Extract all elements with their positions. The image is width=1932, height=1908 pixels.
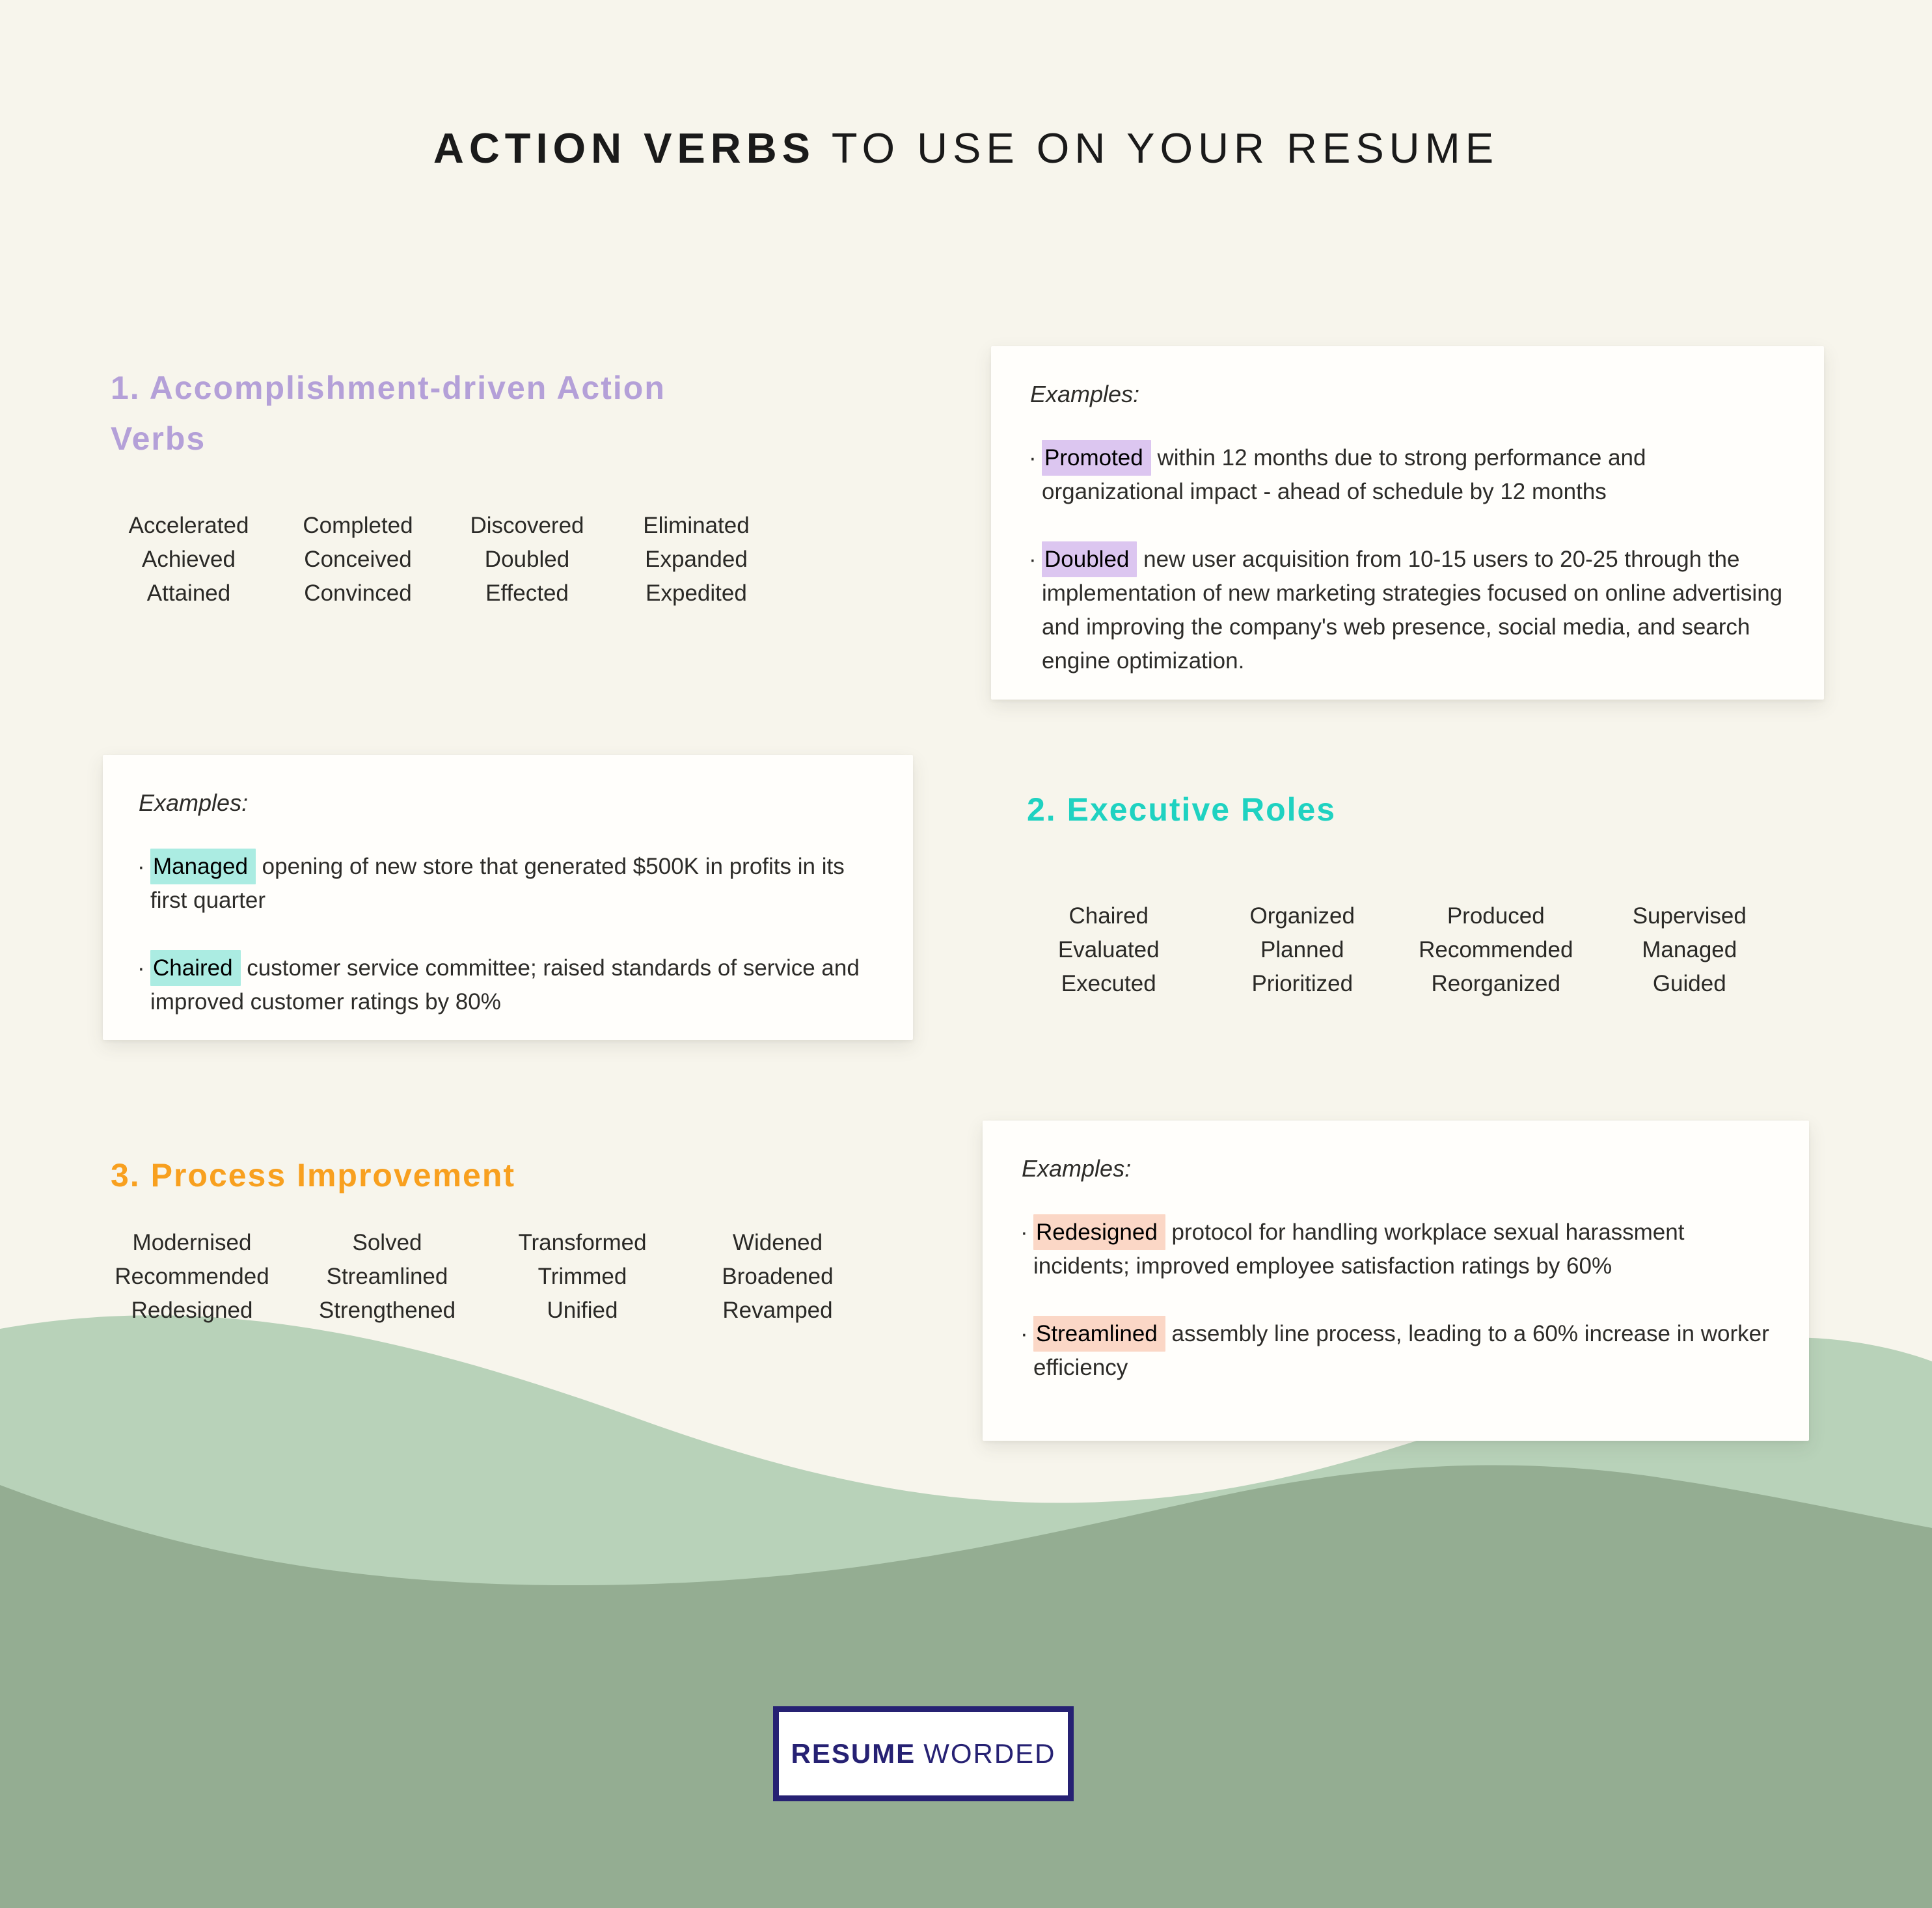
logo-text-worded: WORDED xyxy=(923,1738,1056,1769)
verb-grid-executive xyxy=(1012,899,1786,1001)
verb: Trimmed xyxy=(537,1264,627,1289)
verb: Expedited xyxy=(646,580,747,606)
examples-label: Examples: xyxy=(1030,381,1140,407)
verb: Organized xyxy=(1249,903,1355,929)
bullet-dot-icon: · xyxy=(1020,1321,1028,1346)
example-bullet xyxy=(1020,1317,1770,1385)
bullet-text: assembly line process, leading to a 60% increase in worker efficiency xyxy=(1033,1321,1769,1380)
verb: Produced xyxy=(1447,903,1545,929)
verb: Supervised xyxy=(1632,903,1747,929)
bullet-text: protocol for handling workplace sexual harassment incidents; improved employee satisfaction ratings by 60% xyxy=(1033,1220,1685,1279)
verb: Doubled xyxy=(484,547,570,572)
verb: Redesigned xyxy=(131,1298,253,1323)
verb: Guided xyxy=(1652,971,1726,996)
verb: Solved xyxy=(352,1230,422,1255)
page-title-rest: TO USE ON YOUR RESUME xyxy=(831,124,1499,172)
verb: Accelerated xyxy=(128,513,249,538)
verb: Widened xyxy=(732,1230,823,1255)
bullet-text: opening of new store that generated $500K in profits in its first quarter xyxy=(150,854,845,913)
examples-list xyxy=(1030,441,1785,678)
section-heading-process: 3. Process Improvement xyxy=(111,1157,516,1193)
verb: Planned xyxy=(1260,937,1344,962)
verb: Completed xyxy=(303,513,413,538)
section-heading-accomplishment: 1. Accomplishment-driven Action Verbs xyxy=(111,370,666,457)
examples-label: Examples: xyxy=(139,789,249,816)
bullet-dot-icon: · xyxy=(1020,1220,1028,1245)
bullet-text: customer service committee; raised standards of service and improved customer ratings by 80% xyxy=(150,955,860,1015)
verb-grid-process xyxy=(94,1226,875,1328)
example-bullet xyxy=(1029,543,1785,678)
verb: Conceived xyxy=(304,547,412,572)
highlighted-verb: Redesigned xyxy=(1033,1214,1165,1250)
examples-list xyxy=(139,850,880,1019)
example-bullet xyxy=(137,850,880,918)
verb: Recommended xyxy=(115,1264,269,1289)
verb-grid-accomplishment xyxy=(104,509,781,610)
resume-worded-logo xyxy=(773,1706,1074,1801)
verb: Effected xyxy=(485,580,569,606)
highlighted-verb: Promoted xyxy=(1042,440,1151,476)
example-bullet xyxy=(1029,441,1785,509)
examples-box-process xyxy=(983,1121,1809,1441)
bullet-dot-icon: · xyxy=(137,955,145,981)
examples-box-executive xyxy=(103,755,913,1040)
verb: Expanded xyxy=(645,547,748,572)
bullet-dot-icon: · xyxy=(1029,547,1037,572)
verb: Revamped xyxy=(722,1298,833,1323)
verb: Executed xyxy=(1061,971,1156,996)
verb: Evaluated xyxy=(1057,937,1160,962)
verb: Managed xyxy=(1642,937,1737,962)
verb: Eliminated xyxy=(643,513,750,538)
highlighted-verb: Chaired xyxy=(150,950,241,986)
verb: Unified xyxy=(547,1298,618,1323)
verb: Achieved xyxy=(142,547,236,572)
verb: Recommended xyxy=(1419,937,1573,962)
verb: Reorganized xyxy=(1431,971,1560,996)
example-bullet xyxy=(137,951,880,1019)
bullet-text: within 12 months due to strong performance and organizational impact - ahead of schedule by 12 months xyxy=(1042,445,1646,504)
highlighted-verb: Doubled xyxy=(1042,541,1137,577)
logo-text-resume: RESUME xyxy=(791,1738,916,1769)
highlighted-verb: Managed xyxy=(150,849,256,884)
verb: Prioritized xyxy=(1251,971,1354,996)
example-bullet xyxy=(1020,1216,1770,1283)
verb: Chaired xyxy=(1068,903,1149,929)
bullet-dot-icon: · xyxy=(137,854,145,879)
verb: Discovered xyxy=(470,513,584,538)
verb: Attained xyxy=(146,580,231,606)
examples-list xyxy=(1022,1216,1770,1385)
verb: Broadened xyxy=(722,1264,834,1289)
bullet-dot-icon: · xyxy=(1029,445,1037,470)
verb: Transformed xyxy=(518,1230,647,1255)
highlighted-verb: Streamlined xyxy=(1033,1316,1165,1352)
verb: Convinced xyxy=(304,580,412,606)
bullet-text: new user acquisition from 10-15 users to 20-25 through the implementation of new marketing strategies focused on online advertising and improving the company's web presence, social media, and search engine optimization. xyxy=(1042,547,1783,674)
examples-label: Examples: xyxy=(1022,1155,1132,1182)
verb: Strengthened xyxy=(318,1298,456,1323)
section-heading-executive: 2. Executive Roles xyxy=(1027,791,1337,828)
verb: Streamlined xyxy=(326,1264,448,1289)
verb: Modernised xyxy=(132,1230,252,1255)
examples-box-accomplishment xyxy=(991,346,1824,700)
page-title-emphasis: ACTION VERBS xyxy=(433,124,816,172)
page-title xyxy=(0,124,1932,172)
